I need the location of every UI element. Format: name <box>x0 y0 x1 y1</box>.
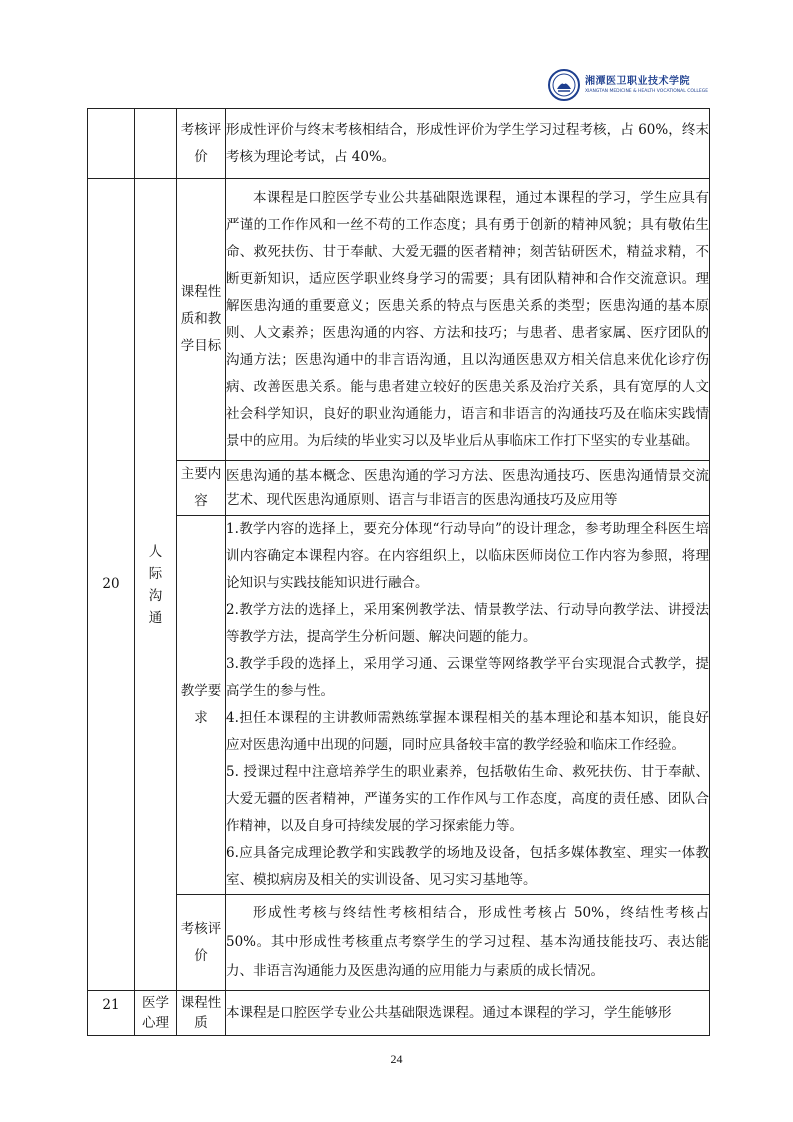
course-number: 20 <box>88 179 135 991</box>
requirement-item: 1.教学内容的选择上，要充分体现“行动导向”的设计理念，参考助理全科医生培训内容确定本课程内容。在内容组织上，以临床医师岗位工作内容为参照，将理论知识与实践技能知识进行融合。 <box>226 521 709 591</box>
requirement-item: 3.教学手段的选择上，采用学习通、云课堂等网络教学平台实现混合式教学，提高学生的参与性。 <box>226 656 709 699</box>
row-content <box>226 461 710 516</box>
course-number-cell <box>88 109 135 179</box>
college-emblem-icon <box>548 69 580 101</box>
row-label: 课程性质 <box>177 991 226 1036</box>
row-label: 考核评价 <box>177 109 226 179</box>
content-text: 医患沟通的基本概念、医患沟通的学习方法、医患沟通技巧、医患沟通情景交流艺术、现代医患沟通原则、语言与非语言的医患沟通技巧及应用等 <box>226 468 709 508</box>
row-label: 考核评价 <box>177 895 226 991</box>
row-content <box>226 179 710 461</box>
nature-text: 本课程是口腔医学专业公共基础限选课程。通过本课程的学习，学生能够形 <box>226 1005 672 1021</box>
requirement-item: 5. 授课过程中注意培养学生的职业素养，包括敬佑生命、救死扶伤、甘于奉献、大爱无疆的医者精神，严谨务实的工作作风与工作态度，高度的责任感、团队合作精神，以及自身可持续发展的学习探索能力等。 <box>226 764 709 834</box>
row-content <box>226 109 710 179</box>
table-row <box>88 179 710 461</box>
row-label: 教学要求 <box>177 516 226 895</box>
course-name-cell <box>135 109 177 179</box>
requirement-item: 2.教学方法的选择上，采用案例教学法、情景教学法、行动导向教学法、讲授法等教学方法，提高学生分析问题、解决问题的能力。 <box>226 602 709 645</box>
college-name-en: XIANGTAN MEDICINE & HEALTH VOCATIONAL COLLEGE <box>585 88 709 94</box>
page-number: 24 <box>390 1052 403 1066</box>
table-row <box>88 461 710 516</box>
table-row <box>88 516 710 895</box>
course-name: 人际沟通 <box>135 179 177 991</box>
requirement-item: 4.担任本课程的主讲教师需熟练掌握本课程相关的基本理论和基本知识，能良好应对医患沟通中出现的问题，同时应具备较丰富的教学经验和临床工作经验。 <box>226 710 709 753</box>
row-label: 课程性质和教学目标 <box>177 179 226 461</box>
course-name: 医学心理 <box>135 991 177 1036</box>
row-content <box>226 895 710 991</box>
row-label: 主要内容 <box>177 461 226 516</box>
curriculum-table <box>87 108 710 1036</box>
row-content <box>226 516 710 895</box>
row-content <box>226 991 710 1036</box>
college-logo <box>548 68 718 102</box>
course-number: 21 <box>88 991 135 1036</box>
requirement-item: 6.应具备完成理论教学和实践教学的场地及设备，包括多媒体教室、理实一体教室、模拟病房及相关的实训设备、见习实习基地等。 <box>226 845 709 888</box>
assessment-text: 形成性评价与终末考核相结合，形成性评价为学生学习过程考核，占 60%，终末考核为理论考试，占 40%。 <box>226 121 709 165</box>
college-name-cn: 湘潭医卫职业技术学院 <box>585 75 690 87</box>
table-row <box>88 109 710 179</box>
table-row <box>88 895 710 991</box>
objectives-text: 本课程是口腔医学专业公共基础限选课程，通过本课程的学习，学生应具有严谨的工作作风和一丝不苟的工作态度；具有勇于创新的精神风貌；具有敬佑生命、救死扶伤、甘于奉献、大爱无疆的医者精神；刻苦钻研医术，精益求精，不断更新知识，适应医学职业终身学习的需要；具有团队精神和合作交流意识。理解医患沟通的重要意义；医患关系的特点与医患关系的类型；医患沟通的基本原则、人文素养；医患沟通的内容、方法和技巧；与患者、患者家属、医疗团队的沟通方法；医患沟通中的非言语沟通，且以沟通医患双方相关信息来优化诊疗伤病、改善医患关系。能与患者建立较好的医患关系及治疗关系，具有宽厚的人文社会科学知识，良好的职业沟通能力，语言和非语言的沟通技巧及在临床实践情景中的应用。为后续的毕业实习以及毕业后从事临床工作打下坚实的专业基础。 <box>226 189 709 449</box>
table-row <box>88 991 710 1036</box>
college-name <box>585 76 708 95</box>
assessment-text: 形成性考核与终结性考核相结合，形成性考核占 50%，终结性考核占 50%。其中形成性考核重点考察学生的学习过程、基本沟通技能技巧、表达能力、非语言沟通能力及医患沟通的应用能力与素质的成长情况。 <box>226 905 709 979</box>
